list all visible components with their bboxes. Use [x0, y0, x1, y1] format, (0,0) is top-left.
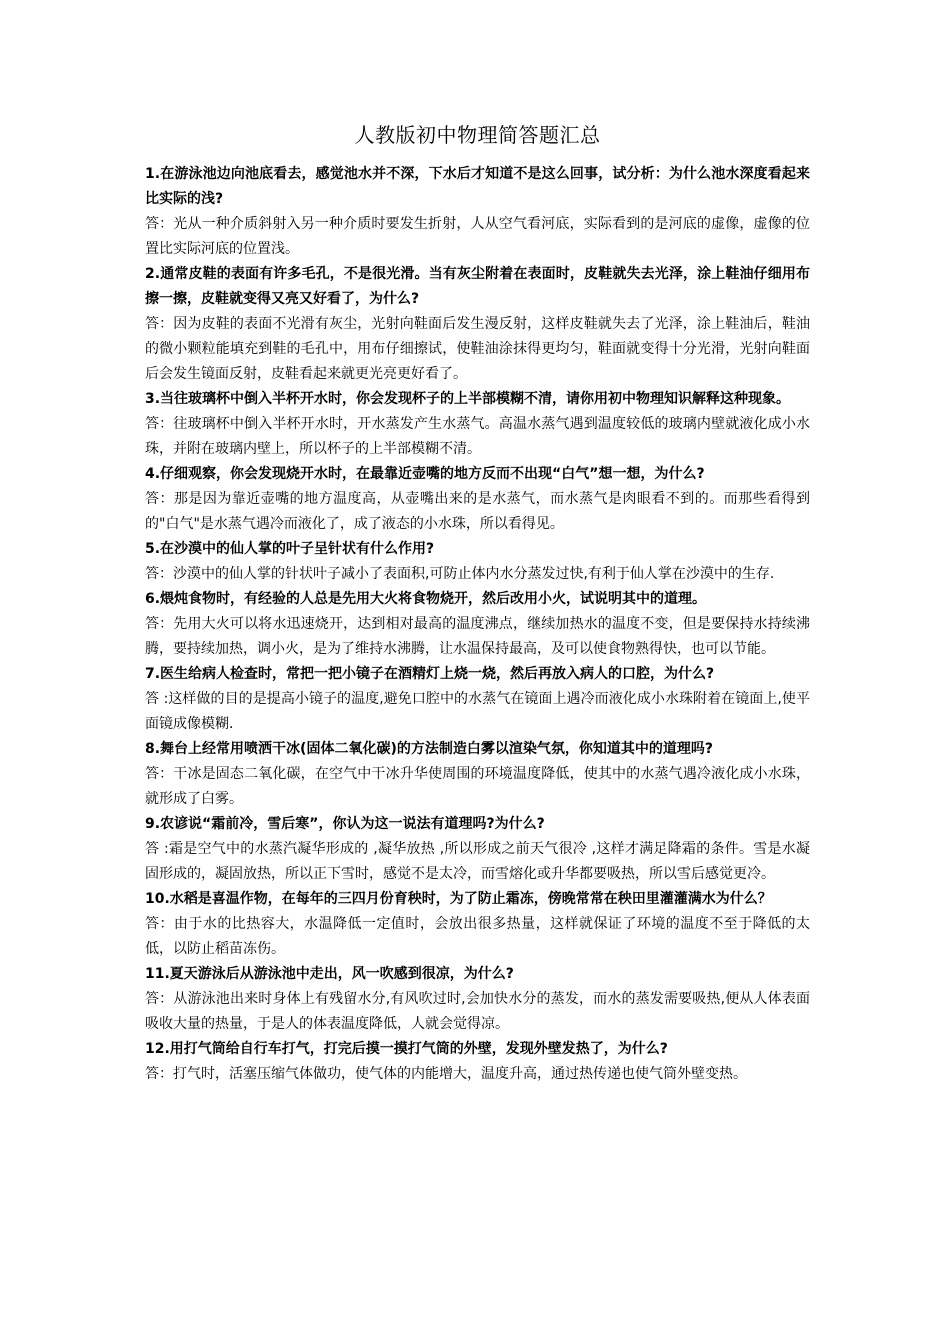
qa-item-12	[145, 1037, 810, 1087]
qa-item-8	[145, 737, 810, 812]
answer-text: 答：光从一种介质斜射入另一种介质时要发生折射，人从空气看河底，实际看到的是河底的虚像，虚像的位置比实际河底的位置浅。	[145, 216, 810, 257]
document-page	[145, 118, 810, 1087]
answer-text: 答：从游泳池出来时身体上有残留水分,有风吹过时,会加快水分的蒸发，而水的蒸发需要吸热,便从人体表面吸收大量的热量，于是人的体表温度降低，人就会觉得凉。	[145, 991, 810, 1032]
answer-text: 答：干冰是固态二氧化碳，在空气中干冰升华使周围的环境温度降低，使其中的水蒸气遇冷液化成小水珠，就形成了白雾。	[145, 766, 810, 807]
qa-item-4	[145, 462, 810, 537]
answer-text: 答：沙漠中的仙人掌的针状叶子减小了表面积,可防止体内水分蒸发过快,有利于仙人掌在沙漠中的生存.	[145, 566, 775, 582]
qa-item-5	[145, 537, 810, 587]
question-text: 12.用打气筒给自行车打气，打完后摸一摸打气筒的外壁，发现外壁发热了，为什么?	[145, 1041, 668, 1057]
qa-item-7	[145, 662, 810, 737]
question-text: 11.夏天游泳后从游泳池中走出，风一吹感到很凉，为什么?	[145, 966, 514, 982]
qa-item-1	[145, 162, 810, 262]
question-text: 8.舞台上经常用喷洒干冰(固体二氧化碳)的方法制造白雾以渲染气氛，你知道其中的道理吗?	[145, 741, 713, 757]
answer-text: 答：由于水的比热容大，水温降低一定值时，会放出很多热量，这样就保证了环境的温度不至于降低的太低，以防止稻苗冻伤。	[145, 916, 810, 957]
qa-item-6	[145, 587, 810, 662]
question-text: 3.当往玻璃杯中倒入半杯开水时，你会发现杯子的上半部模糊不清，请你用初中物理知识解释这种现象。	[145, 391, 791, 407]
qa-item-9	[145, 812, 810, 887]
document-title: 人教版初中物理简答题汇总	[354, 123, 601, 147]
answer-text: 答 :这样做的目的是提高小镜子的温度,避免口腔中的水蒸气在镜面上遇冷而液化成小水珠附着在镜面上,使平面镜成像模糊.	[145, 691, 810, 732]
answer-text: 答：打气时，活塞压缩气体做功，使气体的内能增大，温度升高，通过热传递也使气筒外壁变热。	[145, 1066, 747, 1082]
answer-text: 答：往玻璃杯中倒入半杯开水时，开水蒸发产生水蒸气。高温水蒸气遇到温度较低的玻璃内壁就液化成小水珠，并附在玻璃内壁上，所以杯子的上半部模糊不清。	[145, 416, 810, 457]
qa-item-10	[145, 887, 810, 962]
answer-text: 答：那是因为靠近壶嘴的地方温度高，从壶嘴出来的是水蒸气，而水蒸气是肉眼看不到的。而那些看得到的"白气"是水蒸气遇冷而液化了，成了液态的小水珠，所以看得见。	[145, 491, 810, 532]
question-text: 2.通常皮鞋的表面有许多毛孔，不是很光滑。当有灰尘附着在表面时，皮鞋就失去光泽，涂上鞋油仔细用布擦一擦，皮鞋就变得又亮又好看了，为什么?	[145, 266, 810, 307]
question-text: 10.水稻是喜温作物，在每年的三四月份育秧时，为了防止霜冻，傍晚常常在秧田里灌灌满水为什么？	[145, 891, 772, 907]
question-text: 5.在沙漠中的仙人掌的叶子呈针状有什么作用?	[145, 541, 435, 557]
question-text: 6.煨炖食物时，有经验的人总是先用大火将食物烧开，然后改用小火，试说明其中的道理。	[145, 591, 707, 607]
answer-text: 答：因为皮鞋的表面不光滑有灰尘，光射向鞋面后发生漫反射，这样皮鞋就失去了光泽，涂上鞋油后，鞋油的微小颗粒能填充到鞋的毛孔中，用布仔细擦试，使鞋油涂抹得更均匀，鞋面就变得十分光滑，光射向鞋面后会发生镜面反射，皮鞋看起来就更光亮更好看了。	[145, 316, 810, 382]
question-text: 1.在游泳池边向池底看去，感觉池水并不深，下水后才知道不是这么回事，试分析：为什么池水深度看起来比实际的浅?	[145, 166, 810, 207]
answer-text: 答：先用大火可以将水迅速烧开，达到相对最高的温度沸点，继续加热水的温度不变，但是要保持水持续沸腾，要持续加热，调小火，是为了维持水沸腾，让水温保持最高，及可以使食物熟得快，也可以节能。	[145, 616, 810, 657]
qa-item-3	[145, 387, 810, 462]
question-text: 7.医生给病人检查时，常把一把小镜子在酒精灯上烧一烧，然后再放入病人的口腔，为什么?	[145, 666, 715, 682]
qa-item-11	[145, 962, 810, 1037]
question-text: 4.仔细观察，你会发现烧开水时，在最靠近壶嘴的地方反而不出现“白气”想一想，为什么?	[145, 466, 705, 482]
answer-text: 答 :霜是空气中的水蒸汽凝华形成的 ,凝华放热 ,所以形成之前天气很冷 ,这样才满足降霜的条件。雪是水凝固形成的，凝固放热，所以正下雪时，感觉不是太冷，而雪熔化或升华都要吸热，所以雪后感觉更冷。	[145, 841, 810, 882]
qa-item-2	[145, 262, 810, 387]
question-text: 9.农谚说“霜前冷，雪后寒”，你认为这一说法有道理吗?为什么?	[145, 816, 545, 832]
